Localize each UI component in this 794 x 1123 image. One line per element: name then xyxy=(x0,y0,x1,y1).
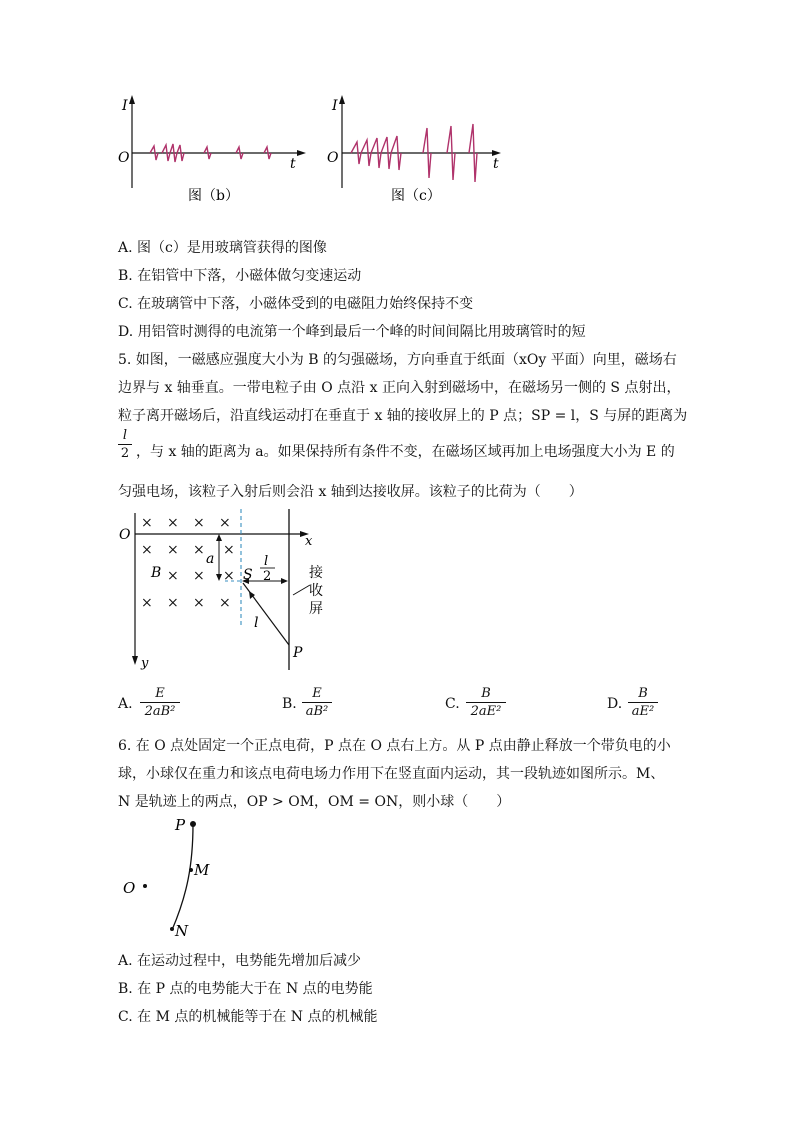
field-cross: × xyxy=(223,542,235,558)
q5-option-d-label: D. xyxy=(607,696,623,712)
field-cross: × xyxy=(167,595,179,611)
q6-stem-line3: N 是轨迹上的两点，OP > OM，OM = ON，则小球（ ） xyxy=(118,794,511,810)
point-p-label: P xyxy=(175,816,186,834)
q6-stem-line1: 6. 在 O 点处固定一个正点电荷，P 点在 O 点右上方。从 P 点由静止释放一个带负电的小 xyxy=(118,738,671,754)
figure-b-current-graph xyxy=(110,90,310,215)
q5-stem-line3: 粒子离开磁场后，沿直线运动打在垂直于 x 轴的接收屏上的 P 点；SP = l，S 与屏的距离为 xyxy=(118,408,688,424)
q5-option-a-fraction: E 2aB² xyxy=(140,686,180,719)
point-m-label: M xyxy=(194,861,210,879)
axis-x-label: x xyxy=(305,534,313,549)
q5-option-a-label: A. xyxy=(118,696,133,712)
origin-label: O xyxy=(119,527,131,543)
field-cross: × xyxy=(141,595,153,611)
point-p-label: P xyxy=(293,645,303,661)
figure-c-caption: 图（c） xyxy=(391,188,441,204)
field-cross: × xyxy=(223,568,235,584)
origin-label: O xyxy=(118,150,130,166)
screen-label-char: 屏 xyxy=(309,601,323,617)
q5-fraction-l-over-2: l 2 xyxy=(118,428,132,461)
q4-option-d: D. 用铝管时测得的电流第一个峰到最后一个峰的时间间隔比用玻璃管时的短 xyxy=(118,324,586,340)
q5-option-c-fraction: B 2aE² xyxy=(466,686,506,719)
q5-option-b-label: B. xyxy=(282,696,297,712)
distance-a-label: a xyxy=(206,551,215,567)
q4-option-a: A. 图（c）是用玻璃管获得的图像 xyxy=(118,240,327,256)
axis-y-label: y xyxy=(141,656,149,671)
length-l-label: l xyxy=(254,615,259,631)
field-cross: × xyxy=(193,568,205,584)
field-cross: × xyxy=(141,542,153,558)
field-b-label: B xyxy=(151,565,162,581)
axis-i-label: I xyxy=(332,98,338,114)
origin-label: O xyxy=(327,150,339,166)
field-cross: × xyxy=(219,595,231,611)
q6-trajectory-figure xyxy=(115,810,235,940)
half-l-den: 2 xyxy=(263,569,272,584)
q4-option-b: B. 在铝管中下落，小磁体做匀变速运动 xyxy=(118,268,362,284)
field-cross: × xyxy=(167,515,179,531)
point-n-label: N xyxy=(175,922,189,940)
field-cross: × xyxy=(167,568,179,584)
q5-stem-line4: ，与 x 轴的距离为 a。如果保持所有条件不变，在磁场区域再加上电场强度大小为 E 的 xyxy=(136,444,675,460)
q4-option-c: C. 在玻璃管中下落，小磁体受到的电磁阻力始终保持不变 xyxy=(118,296,474,312)
axis-t-label: t xyxy=(290,156,296,172)
field-cross: × xyxy=(167,542,179,558)
field-cross: × xyxy=(193,542,205,558)
q6-option-b: B. 在 P 点的电势能大于在 N 点的电势能 xyxy=(118,981,373,997)
q6-option-a: A. 在运动过程中，电势能先增加后减少 xyxy=(118,953,362,969)
q5-magnetic-field-figure xyxy=(115,505,335,675)
charge-o-label: O xyxy=(123,879,136,897)
field-cross: × xyxy=(193,595,205,611)
axis-i-label: I xyxy=(122,98,128,114)
screen-label-char: 接 xyxy=(309,565,323,581)
q5-stem-line5: 匀强电场，该粒子入射后则会沿 x 轴到达接收屏。该粒子的比荷为（ ） xyxy=(118,484,583,500)
q6-stem-line2: 球，小球仅在重力和该点电荷电场力作用下在竖直面内运动，其一段轨迹如图所示。M、 xyxy=(118,766,665,782)
point-s-label: S xyxy=(243,567,253,583)
q5-stem-line2: 边界与 x 轴垂直。一带电粒子由 O 点沿 x 正向入射到磁场中，在磁场另一侧的 S 点射出， xyxy=(118,380,681,396)
screen-label-char: 收 xyxy=(309,583,323,599)
half-l-num: l xyxy=(264,554,269,569)
field-cross: × xyxy=(193,515,205,531)
q5-option-d-fraction: B aE² xyxy=(628,686,658,719)
field-cross: × xyxy=(141,515,153,531)
axis-t-label: t xyxy=(493,156,499,172)
figure-b-caption: 图（b） xyxy=(188,188,239,204)
field-cross: × xyxy=(219,515,231,531)
q6-option-c: C. 在 M 点的机械能等于在 N 点的机械能 xyxy=(118,1009,378,1025)
figure-c-current-graph xyxy=(315,90,515,215)
q5-option-b-fraction: E aB² xyxy=(302,686,332,719)
q5-stem-line1: 5. 如图，一磁感应强度大小为 B 的匀强磁场，方向垂直于纸面（xOy 平面）向里，磁场右 xyxy=(118,352,677,368)
q5-option-c-label: C. xyxy=(445,696,460,712)
